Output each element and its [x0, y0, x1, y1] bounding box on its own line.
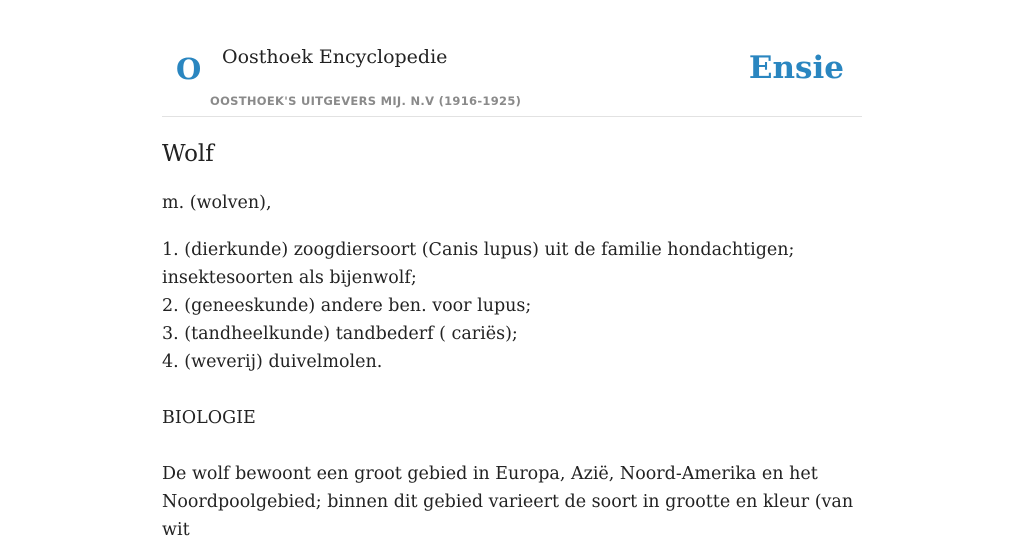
entry-content [162, 138, 862, 544]
sense-item: 3. (tandheelkunde) tandbederf ( cariës); [162, 324, 518, 344]
brand-logo-link[interactable]: Ensie [748, 50, 844, 86]
entry-grammar: m. (wolven), [162, 193, 272, 213]
entry-title: Wolf [162, 141, 214, 167]
section-heading: BIOLOGIE [162, 408, 256, 428]
site-title-link[interactable]: Oosthoek Encyclopedie [222, 46, 448, 68]
sense-item: 1. (dierkunde) zoogdiersoort (Canis lupus) uit de familie hondachtigen; insektesoorten als bijenwolf; [162, 240, 795, 288]
sense-item: 4. (weverij) duivelmolen. [162, 352, 383, 372]
site-header [162, 0, 862, 117]
sense-item: 2. (geneeskunde) andere ben. voor lupus; [162, 296, 532, 316]
body-paragraph: De wolf bewoont een groot gebied in Europa, Azië, Noord-Amerika en het Noordpoolgebied; binnen dit gebied varieert de soort in grootte en kleur (van wit [162, 464, 854, 540]
sense-list [162, 236, 862, 376]
site-logo[interactable]: O [176, 52, 202, 86]
site-subtitle: OOSTHOEK'S UITGEVERS MIJ. N.V (1916-1925) [210, 94, 522, 108]
